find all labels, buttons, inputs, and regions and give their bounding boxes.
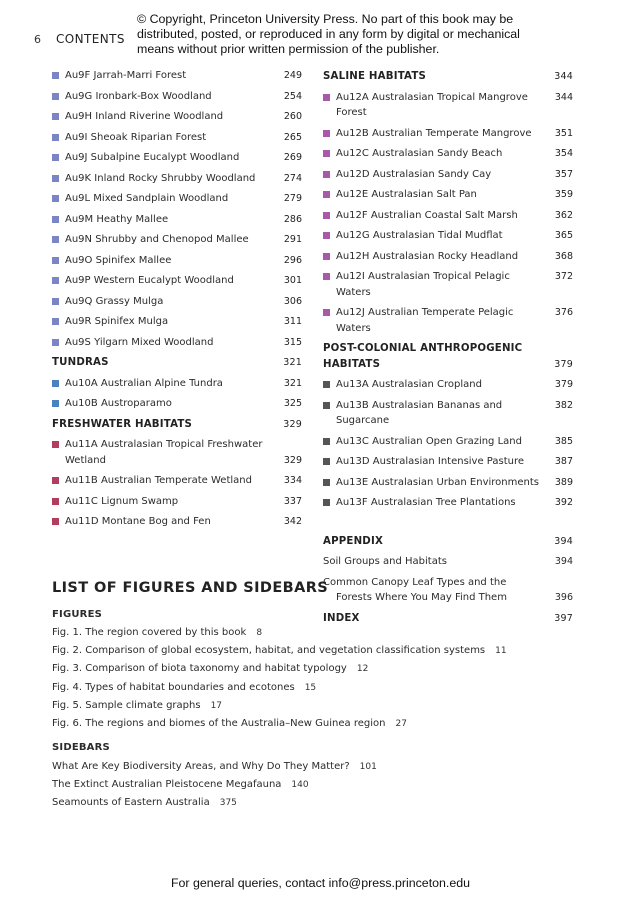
entry-page-number: 382 [554, 399, 573, 411]
sidebar-entry [52, 797, 237, 808]
entry-page-number: 379 [554, 358, 573, 370]
copyright-notice: © Copyright, Princeton University Press. No part of this book may be distributed, posted, or reproduced in any form by digital or mechanical means without prior written permission of the publisher. [137, 12, 520, 56]
contents-entry [52, 171, 302, 187]
entry-page-number: 372 [554, 271, 573, 282]
section-heading [52, 355, 302, 371]
footer-contact: For general queries, contact info@press.princeton.edu [170, 876, 471, 890]
entry-label: Common Canopy Leaf Types and the [323, 576, 507, 588]
entry-page-number: 334 [283, 475, 302, 486]
habitat-color-marker-icon [323, 381, 330, 388]
contents-entry [52, 109, 302, 125]
entry-label: Au12G Australasian Tidal Mudflat [336, 230, 503, 241]
entry-page-number: 344 [554, 71, 573, 82]
entry-label: Au10A Australian Alpine Tundra [65, 377, 223, 389]
figure-entry [52, 700, 222, 711]
entry-label: Au12A Australasian Tropical Mangrove Forest [336, 91, 528, 118]
entry-page-number: 344 [554, 91, 573, 103]
entry-page-number: 279 [283, 193, 302, 204]
entry-label: Au13C Australian Open Grazing Land [336, 435, 522, 447]
entry-label: Au12F Australian Coastal Salt Marsh [336, 209, 518, 221]
entry-label: Au12C Australasian Sandy Beach [336, 148, 503, 159]
entry-label: Au10B Austroparamo [65, 398, 172, 409]
entry-page-number: 321 [283, 377, 302, 389]
running-title: CONTENTS [56, 32, 125, 46]
entry-label: Soil Groups and Habitats [323, 556, 447, 567]
habitat-color-marker-icon [52, 380, 59, 387]
figure-entry [52, 627, 262, 638]
habitat-color-marker-icon [323, 191, 330, 198]
contents-entry [323, 126, 573, 142]
entry-label: INDEX [323, 612, 360, 624]
contents-entry [323, 187, 573, 203]
habitat-color-marker-icon [52, 498, 59, 505]
entry-page-number: 387 [554, 456, 573, 467]
habitat-color-marker-icon [52, 72, 59, 79]
entry-label: Au9K Inland Rocky Shrubby Woodland [65, 172, 256, 184]
contents-entry [323, 269, 573, 300]
habitat-color-marker-icon [323, 253, 330, 260]
entry-page-number: 351 [554, 127, 573, 139]
contents-entry [52, 68, 302, 84]
entry-label: Au9L Mixed Sandplain Woodland [65, 193, 229, 204]
spacer [323, 516, 573, 534]
habitat-color-marker-icon [52, 175, 59, 182]
appendix-entry [323, 575, 573, 606]
entry-label: Au12E Australasian Salt Pan [336, 189, 477, 200]
contents-entry [323, 249, 573, 265]
contents-entry [323, 305, 573, 336]
habitat-color-marker-icon [323, 499, 330, 506]
entry-page-number: 321 [283, 357, 302, 368]
entry-page-number: 311 [283, 316, 302, 327]
section-heading [52, 417, 302, 433]
habitat-color-marker-icon [52, 441, 59, 448]
entry-page-number: 396 [554, 592, 573, 603]
contents-entry [323, 398, 573, 429]
entry-page-number: 394 [554, 535, 573, 547]
entry-page-number: 265 [283, 131, 302, 143]
entry-page-number: 291 [283, 234, 302, 245]
figure-entry-page: 27 [395, 719, 407, 729]
figure-entry-label: Fig. 5. Sample climate graphs [52, 699, 201, 711]
entry-page-number: 379 [554, 379, 573, 390]
appendix-entry [323, 554, 573, 570]
entry-page-number: 286 [283, 213, 302, 225]
entry-page-number: 357 [554, 168, 573, 180]
contents-entry [323, 454, 573, 470]
entry-label: Au9Q Grassy Mulga [65, 295, 164, 307]
figure-entry-page: 8 [256, 628, 263, 638]
habitat-color-marker-icon [52, 236, 59, 243]
sidebar-entry [52, 761, 377, 772]
habitat-color-marker-icon [323, 458, 330, 465]
section-heading [323, 341, 573, 372]
entry-label: Au11D Montane Bog and Fen [65, 516, 211, 527]
entry-page-number: 368 [554, 250, 573, 262]
entry-label: FRESHWATER HABITATS [52, 418, 193, 430]
sidebar-entry-label: What Are Key Biodiversity Areas, and Why Do They Matter? [52, 761, 350, 772]
contents-entry [52, 150, 302, 166]
entry-page-number: 362 [554, 209, 573, 221]
entry-label-continued: Forests Where You May Find Them [336, 592, 507, 603]
contents-entry [52, 396, 302, 412]
figures-heading: FIGURES [52, 609, 103, 620]
habitat-color-marker-icon [323, 479, 330, 486]
entry-page-number: 389 [554, 476, 573, 488]
figure-entry [52, 645, 507, 656]
entry-label: Au11A Australasian Tropical Freshwater Wetland [65, 439, 263, 466]
sidebar-entry-page: 140 [291, 780, 309, 791]
entry-label: Au9H Inland Riverine Woodland [65, 111, 224, 122]
entry-label: Au9G Ironbark-Box Woodland [65, 90, 212, 102]
habitat-color-marker-icon [52, 477, 59, 484]
entry-label: Au11C Lignum Swamp [65, 495, 179, 507]
entry-label: Au13E Australasian Urban Environments [336, 476, 539, 488]
contents-entry [323, 167, 573, 183]
entry-page-number: 376 [554, 307, 573, 318]
figure-entry [52, 682, 316, 693]
figure-entry-page: 12 [356, 664, 369, 675]
habitat-color-marker-icon [52, 93, 59, 100]
sidebars-heading: SIDEBARS [52, 742, 110, 753]
entry-page-number: 306 [283, 295, 302, 307]
contents-entry [52, 294, 302, 310]
contents-entry [52, 191, 302, 207]
entry-page-number: 249 [283, 70, 302, 81]
habitat-color-marker-icon [323, 212, 330, 219]
entry-page-number: 254 [283, 90, 302, 102]
entry-page-number: 325 [283, 398, 302, 409]
entry-label: Au9N Shrubby and Chenopod Mallee [65, 234, 249, 245]
habitat-color-marker-icon [323, 171, 330, 178]
contents-entry [52, 232, 302, 248]
habitat-color-marker-icon [52, 134, 59, 141]
sidebar-entry-page: 375 [219, 798, 237, 809]
habitat-color-marker-icon [323, 273, 330, 280]
habitat-color-marker-icon [52, 318, 59, 325]
habitat-color-marker-icon [52, 518, 59, 525]
section-heading [323, 611, 573, 627]
habitat-color-marker-icon [52, 113, 59, 120]
entry-label: Au13F Australasian Tree Plantations [336, 497, 516, 508]
section-heading [323, 69, 573, 85]
entry-page-number: 337 [283, 495, 302, 507]
contents-entry [52, 514, 302, 530]
contents-right-column [323, 69, 573, 631]
habitat-color-marker-icon [323, 94, 330, 101]
entry-page-number: 269 [283, 152, 302, 163]
habitat-color-marker-icon [52, 216, 59, 223]
entry-label: Au9S Yilgarn Mixed Woodland [65, 336, 214, 348]
sidebar-entry [52, 779, 309, 790]
figure-entry-page: 11 [495, 646, 507, 657]
contents-entry [52, 494, 302, 510]
sidebar-entry-page: 101 [359, 762, 377, 772]
figure-entry [52, 718, 407, 729]
entry-label: TUNDRAS [52, 357, 109, 368]
habitat-color-marker-icon [323, 130, 330, 137]
habitat-color-marker-icon [52, 339, 59, 346]
figure-entry-label: Fig. 6. The regions and biomes of the Australia–New Guinea region [52, 718, 386, 729]
contents-entry [323, 434, 573, 450]
entry-label: Au13B Australasian Bananas and Sugarcane [336, 399, 503, 426]
sidebar-entry-label: Seamounts of Eastern Australia [52, 797, 210, 809]
entry-page-number: 365 [554, 230, 573, 241]
habitat-color-marker-icon [52, 277, 59, 284]
figure-entry-label: Fig. 4. Types of habitat boundaries and ecotones [52, 681, 295, 693]
entry-label: Au12H Australasian Rocky Headland [336, 250, 519, 262]
entry-label: Au12D Australasian Sandy Cay [336, 168, 492, 180]
contents-entry [52, 437, 302, 468]
contents-entry [323, 208, 573, 224]
entry-label: Au9F Jarrah-Marri Forest [65, 70, 187, 81]
habitat-color-marker-icon [52, 154, 59, 161]
entry-page-number: 359 [554, 189, 573, 200]
figure-entry-label: Fig. 1. The region covered by this book [52, 627, 247, 638]
entry-label: SALINE HABITATS [323, 71, 427, 82]
habitat-color-marker-icon [323, 232, 330, 239]
entry-label: Au12J Australian Temperate Pelagic Waters [336, 307, 514, 334]
figure-entry-page: 15 [304, 682, 317, 693]
contents-entry [323, 90, 573, 121]
habitat-color-marker-icon [323, 402, 330, 409]
entry-page-number: 385 [554, 435, 573, 447]
entry-label: Au12I Australasian Tropical Pelagic Waters [336, 271, 510, 298]
page-number: 6 [34, 33, 41, 46]
entry-page-number: 296 [283, 254, 302, 266]
entry-label: APPENDIX [323, 535, 384, 547]
entry-page-number: 397 [554, 612, 573, 624]
entry-label: Au9M Heathy Mallee [65, 213, 169, 225]
contents-entry [323, 228, 573, 244]
habitat-color-marker-icon [52, 257, 59, 264]
contents-entry [323, 475, 573, 491]
contents-entry [52, 376, 302, 392]
entry-page-number: 354 [554, 148, 573, 159]
contents-entry [52, 273, 302, 289]
entry-label: Au13A Australasian Cropland [336, 379, 482, 390]
entry-page-number: 392 [554, 497, 573, 508]
entry-label: Au11B Australian Temperate Wetland [65, 475, 252, 486]
contents-entry [52, 89, 302, 105]
figure-entry [52, 663, 368, 674]
entry-label: Au12B Australian Temperate Mangrove [336, 127, 532, 139]
contents-entry [52, 314, 302, 330]
contents-entry [52, 212, 302, 228]
entry-label: Au9I Sheoak Riparian Forest [65, 131, 207, 143]
habitat-color-marker-icon [323, 309, 330, 316]
habitat-color-marker-icon [52, 400, 59, 407]
sidebar-entry-label: The Extinct Australian Pleistocene Megafauna [52, 779, 282, 791]
entry-page-number: 260 [283, 111, 302, 122]
entry-label: Au9O Spinifex Mallee [65, 254, 172, 266]
contents-entry [52, 335, 302, 351]
entry-label: Au9R Spinifex Mulga [65, 316, 169, 327]
contents-entry [323, 495, 573, 511]
contents-entry [323, 377, 573, 393]
habitat-color-marker-icon [323, 150, 330, 157]
habitat-color-marker-icon [323, 438, 330, 445]
entry-page-number: 329 [283, 454, 302, 466]
habitat-color-marker-icon [52, 298, 59, 305]
list-of-figures-title: LIST OF FIGURES AND SIDEBARS [52, 580, 329, 596]
contents-entry [52, 130, 302, 146]
figure-entry-label: Fig. 2. Comparison of global ecosystem, habitat, and vegetation classification systems [52, 645, 486, 657]
entry-page-number: 342 [283, 516, 302, 527]
figure-entry-label: Fig. 3. Comparison of biota taxonomy and habitat typology [52, 663, 347, 675]
entry-page-number: 274 [283, 172, 302, 184]
contents-entry [323, 146, 573, 162]
habitat-color-marker-icon [52, 195, 59, 202]
entry-label: Au13D Australasian Intensive Pasture [336, 456, 525, 467]
entry-label: POST-COLONIAL ANTHROPOGENIC HABITATS [323, 343, 523, 370]
entry-page-number: 329 [283, 418, 302, 430]
contents-left-column [52, 68, 302, 535]
figure-entry-page: 17 [210, 700, 223, 711]
entry-page-number: 315 [283, 336, 302, 348]
contents-entry [52, 473, 302, 489]
entry-label: Au9P Western Eucalypt Woodland [65, 275, 234, 286]
entry-label: Au9J Subalpine Eucalypt Woodland [65, 152, 240, 163]
contents-entry [52, 253, 302, 269]
section-heading [323, 534, 573, 550]
entry-page-number: 394 [554, 556, 573, 567]
entry-page-number: 301 [283, 275, 302, 286]
